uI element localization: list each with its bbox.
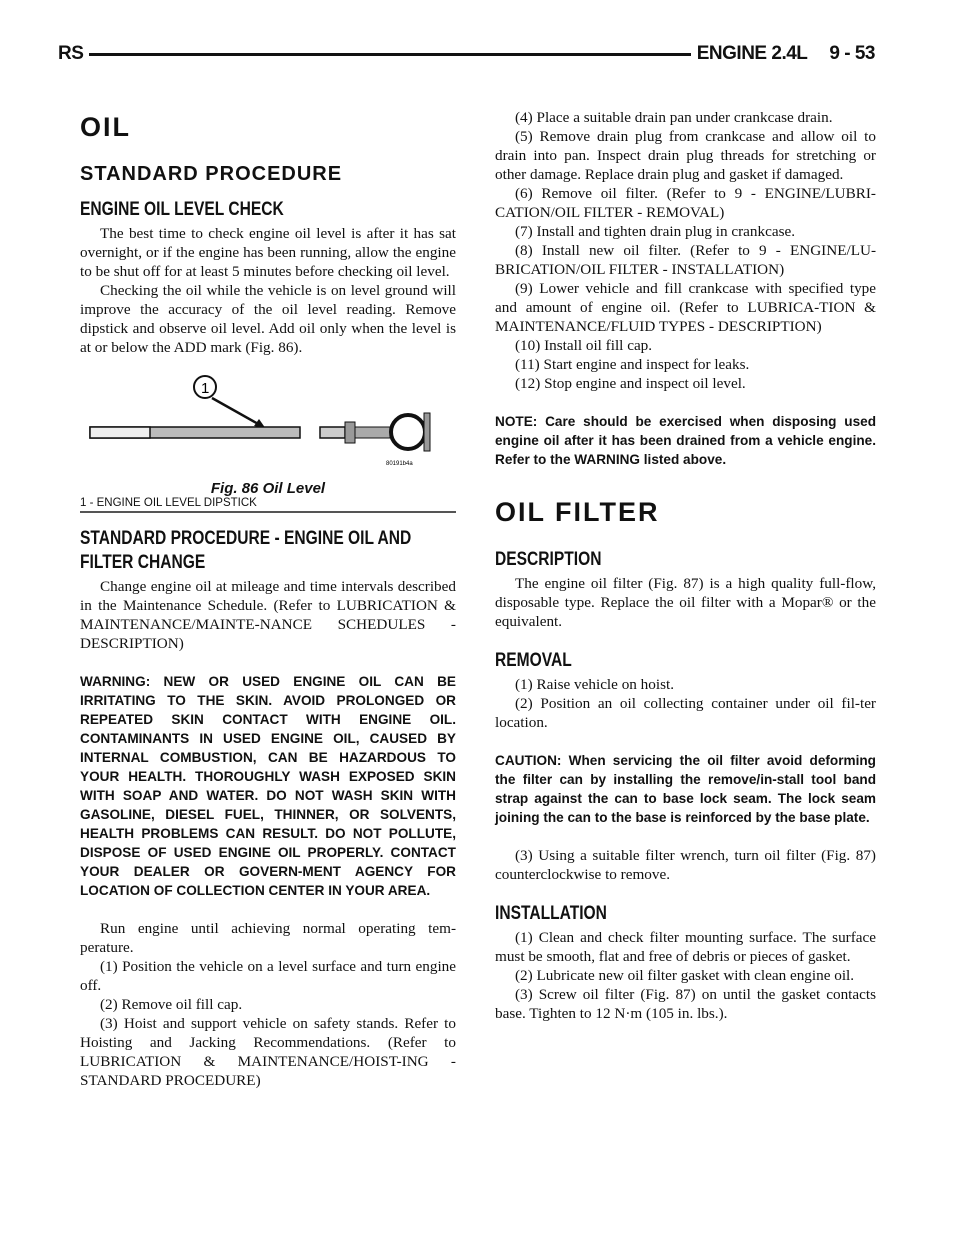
warning-text: WARNING: NEW OR USED ENGINE OIL CAN BE IRRITATING TO THE SKIN. AVOID PROLONGED OR REPEATED SKIN CONTACT WITH ENGINE OIL. CONTAMINANTS IN USED ENGINE OIL, CAUSED BY INTERNAL COMBUSTION, CAN BE HAZARDOUS TO YOUR HEALTH. THOROUGHLY WASH EXPOSED SKIN WITH SOAP AND WATER. DO NOT WASH SKIN WITH GASOLINE, DIESEL FUEL, THINNER, OR SOLVENTS, HEALTH PROBLEMS CAN RESULT. DO NOT POLLUTE, DISPOSE OF USED ENGINE OIL PROPERLY. CONTACT YOUR DEALER OR GOVERN-MENT AGENCY FOR LOCATION OF COLLECTION CENTER IN YOUR AREA. [80,674,456,898]
step: (1) Clean and check filter mounting surface. The surface must be smooth, flat and free of debris or pieces of gasket. [495,929,876,965]
paragraph: The engine oil filter (Fig. 87) is a high quality full-flow, disposable type. Replace the oil filter with a Mopar® or the equivalent. [495,575,876,630]
left-column [80,108,456,1090]
paragraph: Run engine until achieving normal operating tem-perature. [80,920,456,956]
heading-installation: INSTALLATION [495,903,607,924]
step: (1) Position the vehicle on a level surface and turn engine off. [80,958,456,994]
figure-divider [80,511,456,513]
heading-standard-procedure: STANDARD PROCEDURE [80,163,343,185]
step: (12) Stop engine and inspect oil level. [515,375,746,392]
step: (1) Raise vehicle on hoist. [515,676,675,693]
heading-oil-filter: OIL FILTER [495,497,660,527]
dipstick-illustration [80,365,456,475]
paragraph: The best time to check engine oil level is after it has sat overnight, or if the engine has been running, allow the engine to be shut off for at least 5 minutes before checking oil level. [80,225,456,280]
step: (3) Using a suitable filter wrench, turn oil filter (Fig. 87) counterclockwise to remove. [495,847,876,883]
step: (3) Screw oil filter (Fig. 87) on until the gasket contacts base. Tighten to 12 N·m (105 in. lbs.). [495,986,876,1022]
heading-removal: REMOVAL [495,650,572,671]
step: (6) Remove oil filter. (Refer to 9 - ENGINE/LUBRI-CATION/OIL FILTER - REMOVAL) [495,185,876,221]
paragraph: Checking the oil while the vehicle is on level ground will improve the accuracy of the oil level reading. Remove dipstick and observe oil level. Add oil only when the level is at or below the ADD mark (Fig. 86). [80,282,456,356]
step: (8) Install new oil filter. (Refer to 9 - ENGINE/LU-BRICATION/OIL FILTER - INSTALLATION) [495,242,876,278]
paragraph: Change engine oil at mileage and time intervals described in the Maintenance Schedule. (Refer to LUBRICATION & MAINTENANCE/MAINTE-NANCE SCHEDULES - DESCRIPTION) [80,578,456,652]
step: (9) Lower vehicle and fill crankcase with specified type and amount of engine oil. (Refer to LUBRICA-TION & MAINTENANCE/FLUID TYPES - DESCRIPTION) [495,280,876,335]
caution-text: CAUTION: When servicing the oil filter avoid deforming the filter can by installing the remove/in-stall tool band strap against the can to base lock seam. The lock seam joining the can to the base is reinforced by the base plate. [495,753,876,825]
step: (5) Remove drain plug from crankcase and allow oil to drain into pan. Inspect drain plug threads for stretching or other damage. Replace drain plug and gasket if damaged. [495,128,876,183]
figure-legend: 1 - ENGINE OIL LEVEL DIPSTICK [80,497,257,509]
section-code: RS [58,43,84,64]
heading-description: DESCRIPTION [495,549,602,570]
figure-caption: Fig. 86 Oil Level [210,480,326,497]
heading-oil-filter-change: STANDARD PROCEDURE - ENGINE OIL AND FILTER CHANGE [80,528,412,573]
note-text: NOTE: Care should be exercised when disposing used engine oil after it has been drained from a vehicle engine. Refer to the WARNING listed above. [495,414,876,467]
header-rule [89,53,690,56]
chapter-title: ENGINE 2.4L [696,43,808,64]
page-header [58,42,875,66]
step: (2) Position an oil collecting container under oil fil-ter location. [495,695,876,731]
step: (4) Place a suitable drain pan under crankcase drain. [515,109,833,126]
step: (7) Install and tighten drain plug in crankcase. [515,223,796,240]
figure-86-dipstick [80,365,456,509]
right-column [495,108,876,1023]
heading-oil: OIL [80,112,131,142]
page-number: 9 - 53 [829,43,875,64]
callout-number: 1 [201,380,210,397]
step: (10) Install oil fill cap. [515,337,653,354]
step: (11) Start engine and inspect for leaks. [515,356,750,373]
step: (3) Hoist and support vehicle on safety stands. Refer to Hoisting and Jacking Recommendations. (Refer to LUBRICATION & MAINTENANCE/HOIST-ING - STANDARD PROCEDURE) [80,1015,456,1089]
step: (2) Remove oil fill cap. [100,996,243,1013]
heading-oil-level-check: ENGINE OIL LEVEL CHECK [80,199,284,220]
step: (2) Lubricate new oil filter gasket with clean engine oil. [515,967,855,984]
figure-code: 80191b4a [386,461,413,467]
